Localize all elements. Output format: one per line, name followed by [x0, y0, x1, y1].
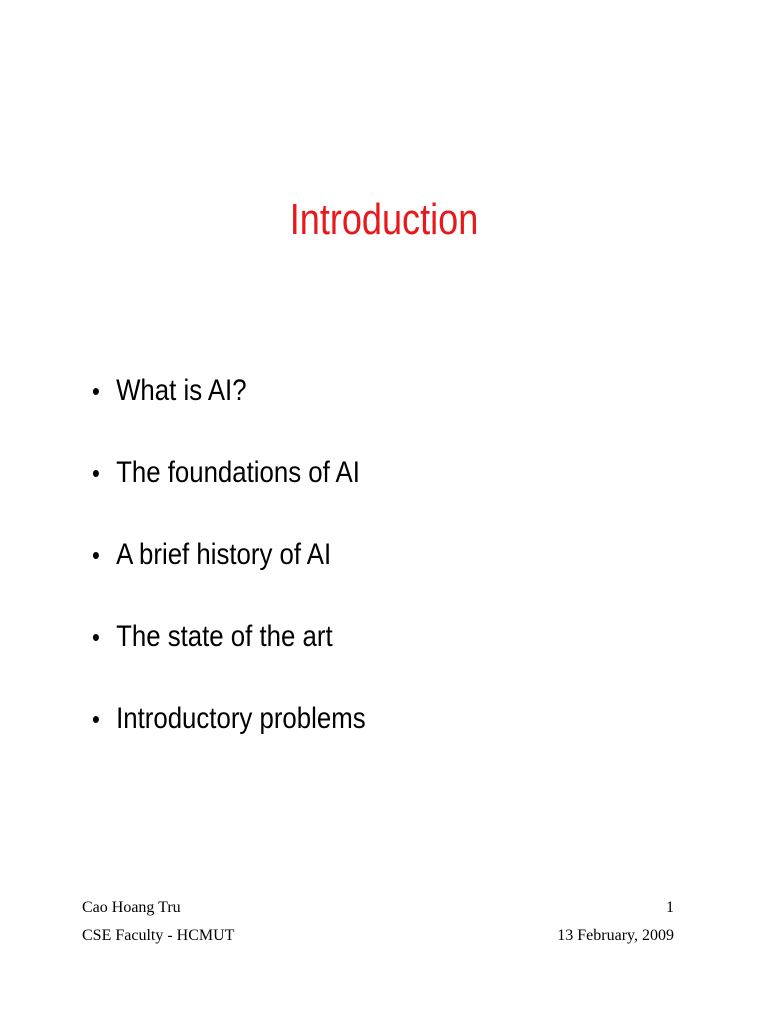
- bullet-dot-icon: •: [92, 539, 100, 570]
- bullet-item: [92, 678, 366, 760]
- bullet-text: What is AI?: [116, 374, 247, 407]
- bullet-list: [92, 350, 410, 760]
- bullet-dot-icon: •: [92, 703, 100, 734]
- footer-left: [82, 894, 234, 950]
- footer-author: Cao Hoang Tru: [82, 899, 181, 916]
- bullet-item: [92, 350, 366, 432]
- footer-right: [557, 894, 674, 950]
- bullet-text: The state of the art: [116, 620, 333, 653]
- bullet-item: [92, 514, 366, 596]
- bullet-item: [92, 432, 366, 514]
- bullet-text: Introductory problems: [116, 702, 366, 735]
- footer-affiliation: CSE Faculty - HCMUT: [82, 927, 235, 944]
- bullet-dot-icon: •: [92, 375, 100, 406]
- bullet-dot-icon: •: [92, 457, 100, 488]
- bullet-dot-icon: •: [92, 621, 100, 652]
- bullet-item: [92, 596, 366, 678]
- bullet-text: The foundations of AI: [116, 456, 360, 489]
- bullet-text: A brief history of AI: [116, 538, 332, 571]
- page-number: 1: [666, 899, 674, 916]
- footer-date: 13 February, 2009: [557, 927, 674, 944]
- slide-title: Introduction: [289, 195, 479, 244]
